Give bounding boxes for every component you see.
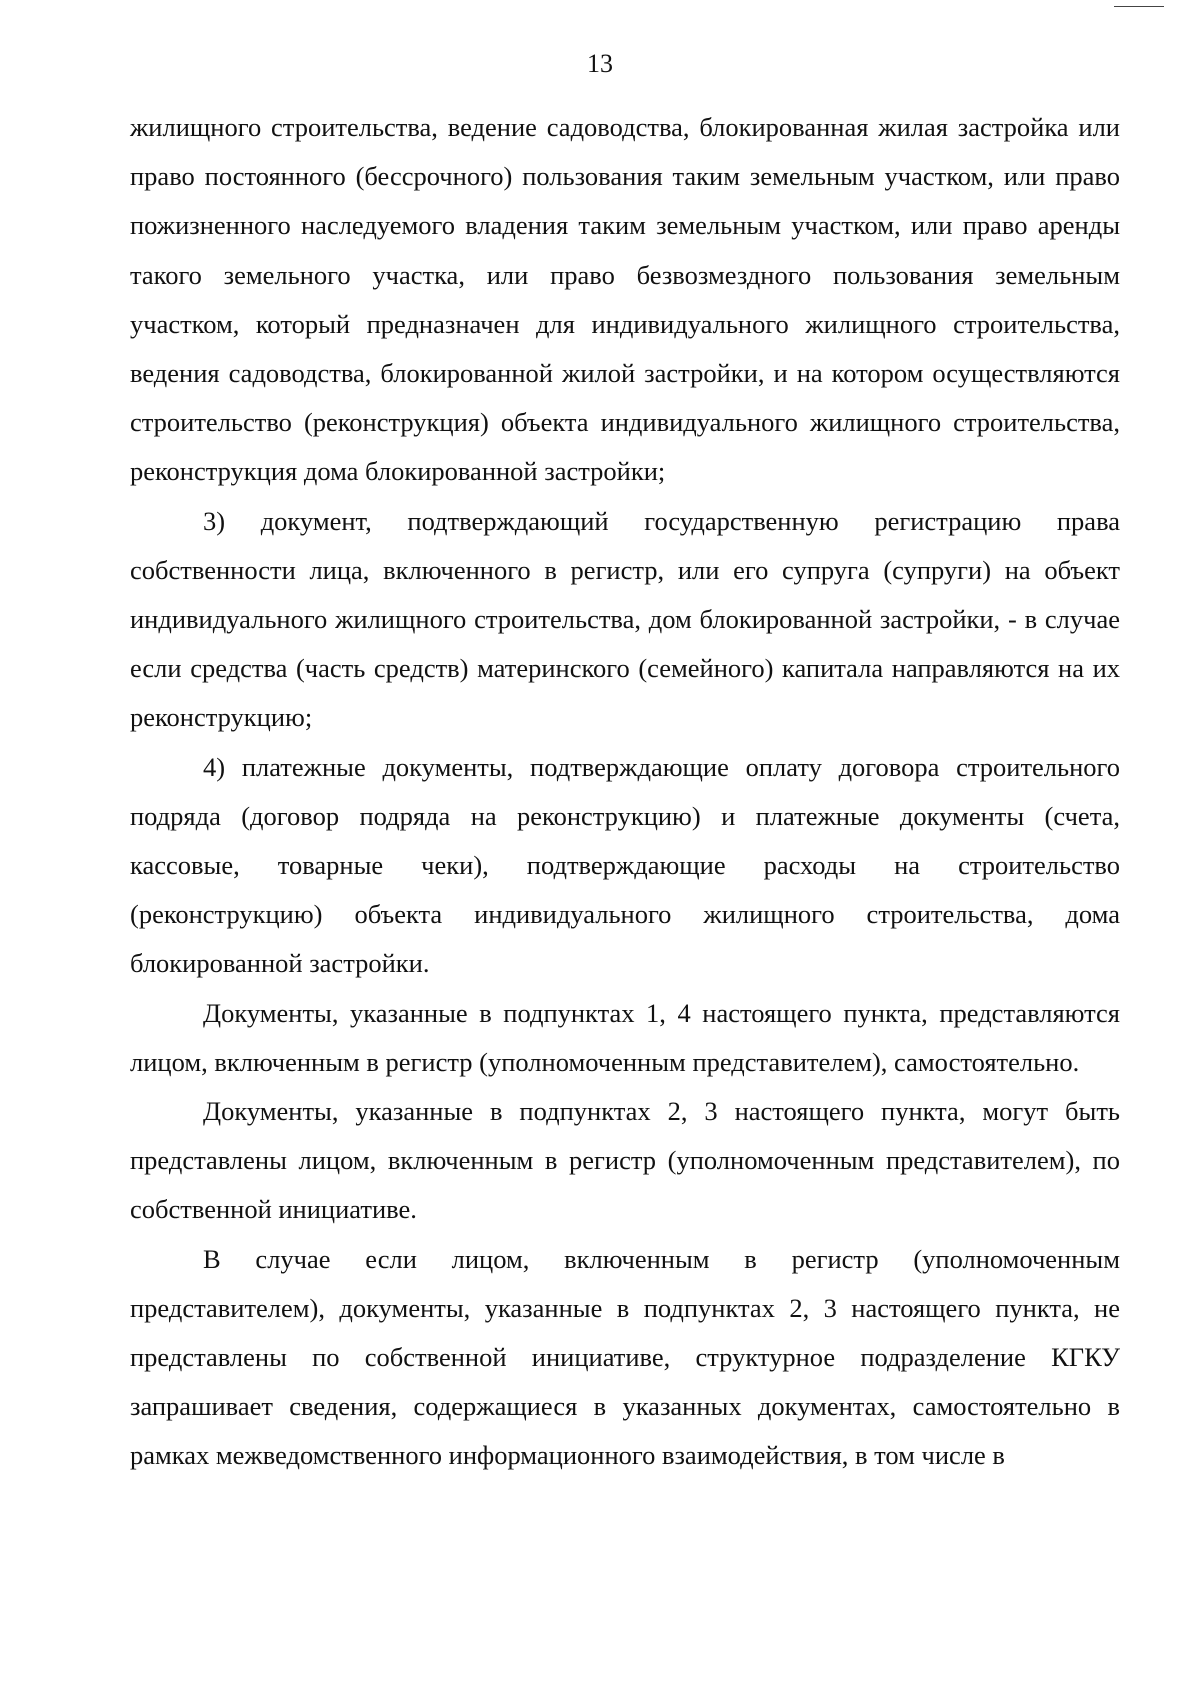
document-body [130,103,1120,1481]
paragraph-documents-2-3: Документы, указанные в подпунктах 2, 3 настоящего пункта, могут быть представлены лицом, включенным в регистр (уполномоченным представителем), по собственной инициативе. [130,1096,1120,1225]
paragraph-continuation: жилищного строительства, ведение садоводства, блокированная жилая застройка или право постоянного (бессрочного) пользования таким земельным участком, или право пожизненного наследуемого владения таким земельным участком, или право аренды такого земельного участка, или право безвозмездного пользования земельным участком, который предназначен для индивидуального жилищного строительства, ведения садоводства, блокированной жилой застройки, и на котором осуществляются строительство (реконструкция) объекта индивидуального жилищного строительства, реконструкция дома блокированной застройки; [130,112,1120,487]
paragraph-interagency-request: В случае если лицом, включенным в регистр (уполномоченным представителем), документы, указанные в подпунктах 2, 3 настоящего пункта, не представлены по собственной инициативе, структурное подразделение КГКУ запрашивает сведения, содержащиеся в указанных документах, самостоятельно в рамках межведомственного информационного взаимодействия, в том числе в [130,1243,1120,1471]
paragraph-documents-1-4: Документы, указанные в подпунктах 1, 4 настоящего пункта, представляются лицом, включенным в регистр (уполномоченным представителем), самостоятельно. [130,997,1120,1077]
paragraph-item-4: 4) платежные документы, подтверждающие оплату договора строительного подряда (договор подряда на реконструкцию) и платежные документы (счета, кассовые, товарные чеки), подтверждающие расходы на строительство (реконструкцию) объекта индивидуального жилищного строительства, дома блокированной застройки. [130,751,1120,979]
scan-corner-line [1114,6,1164,7]
paragraph-item-3: 3) документ, подтверждающий государственную регистрацию права собственности лица, включенного в регистр, или его супруга (супруги) на объект индивидуального жилищного строительства, дом блокированной застройки, - в случае если средства (часть средств) материнского (семейного) капитала направляются на их реконструкцию; [130,505,1120,733]
page-number: 13 [587,49,613,78]
